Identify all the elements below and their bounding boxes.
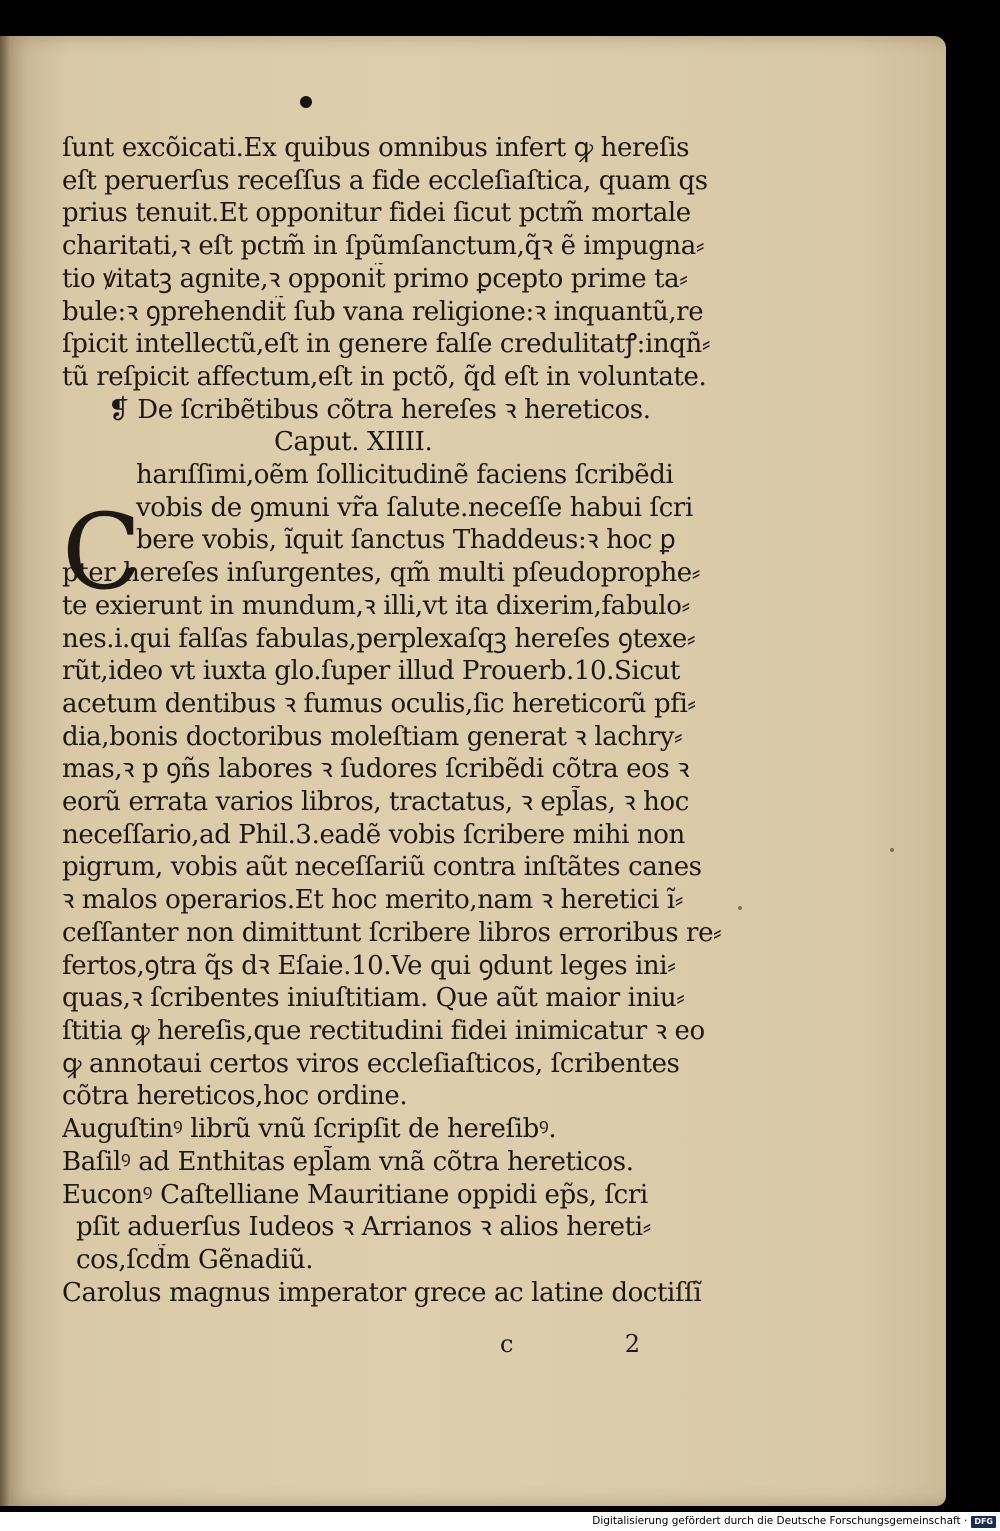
signature-mark — [500, 1330, 640, 1358]
text-line: eorũ errata varios libros, tractatus, ꝛ epl̃as, ꝛ hoc — [62, 787, 689, 818]
signature-number: 2 — [624, 1330, 640, 1358]
text-line: dia,bonis doctoribus moleſtiam generat ꝛ lachry⸗ — [62, 721, 683, 752]
text-line: nes.i.qui falſas fabulas,perplexaſqꝫ hereſes ꝯtexe⸗ — [62, 623, 696, 654]
author-entry: Baſilꝰ ad Enthitas epl̃am vnã cõtra hereticos. — [62, 1146, 634, 1177]
text-line: prius tenuit.Et opponitur fidei ſicut pctm̃ mortale — [62, 198, 691, 229]
text-line: vobis de ꝯmuni vr̃a ſalute.neceſſe habui ſcri — [136, 492, 693, 523]
text-line: neceſſario,ad Phil.3.eadẽ vobis ſcribere mihi non — [62, 819, 685, 850]
chapter-title: ❡ De ſcribẽtibus cõtra hereſes ꝛ hereticos. — [108, 394, 651, 425]
credit-bar — [0, 1512, 1000, 1531]
text-line: charitati,ꝛ eſt pctm̃ in ſpũmſanctum,q̃ꝛ ẽ impugna⸗ — [62, 231, 705, 262]
text-line: ceſſanter non dimittunt ſcribere libros erroribus re⸗ — [62, 917, 722, 948]
funding-credit — [592, 1514, 996, 1529]
text-line: eſt peruerſus receſſus a fide eccleſiaſtica, quam qs — [62, 165, 708, 196]
text-line: tũ reſpicit affectum,eſt in pctõ, q̃d eſt in voluntate. — [62, 361, 707, 392]
credit-text: Digitalisierung gefördert durch die Deutsche Forschungsgemeinschaft · — [592, 1515, 968, 1527]
text-line: ſunt excõicati.Ex quibus omnibus infert ꝙ hereſis — [62, 133, 690, 163]
author-entry: Carolus magnus imperator grece ac latine doctiſſĩ — [62, 1277, 702, 1308]
text-line: ꝙ annotaui certos viros eccleſiaſticos, ſcribentes — [62, 1048, 680, 1079]
chapter-number: Caput. XIIII. — [274, 427, 433, 458]
drop-cap-initial: C — [62, 491, 142, 613]
text-line: acetum dentibus ꝛ fumus oculis,ſic hereticorũ pfi⸗ — [62, 688, 696, 719]
text-line: fertos,ꝯtra q̃s dꝛ Eſaie.10.Ve qui ꝯdunt leges ini⸗ — [62, 950, 676, 981]
author-entry: Auguſtinꝰ librũ vnũ ſcripſit de hereſibꝰ. — [62, 1114, 557, 1145]
page-gutter-shadow — [0, 36, 10, 1506]
text-line: quas,ꝛ ſcribentes iniuſtitiam. Que aũt maior iniu⸗ — [62, 983, 685, 1014]
text-line: tio ꝟitatꝫ agnite,ꝛ opponit̃ primo ꝑcepto prime ta⸗ — [62, 263, 688, 294]
ink-speck — [738, 906, 742, 910]
text-line: pter hereſes inſurgentes, qm̃ multi pſeudoprophe⸗ — [62, 558, 701, 589]
author-entry: Euconꝰ Caſtelliane Mauritiane oppidi ep̃s, ſcri — [62, 1179, 648, 1210]
text-line: cõtra hereticos,hoc ordine. — [62, 1081, 408, 1112]
book-page — [0, 36, 946, 1506]
author-entry-continuation: cos,ſcd̃m Gẽnadiũ. — [76, 1244, 314, 1275]
text-line: bule:ꝛ ꝯprehendit̃ ſub vana religione:ꝛ inquantũ,re — [62, 296, 704, 327]
text-line: ꝛ malos operarios.Et hoc merito,nam ꝛ heretici ĩ⸗ — [62, 885, 683, 916]
main-text — [62, 132, 732, 1309]
author-entry-continuation: pſit aduerſus Iudeos ꝛ Arrianos ꝛ alios hereti⸗ — [76, 1212, 651, 1243]
text-line: rũt,ideo vt iuxta glo.ſuper illud Prouerb.10.Sicut — [62, 656, 680, 687]
ornament-dot — [300, 96, 312, 108]
text-line: mas,ꝛ p ꝯñs labores ꝛ ſudores ſcribẽdi cõtra eos ꝛ — [62, 754, 690, 785]
text-line: harıſſimi,oẽm ſollicitudinẽ faciens ſcribẽdi — [136, 460, 674, 491]
text-line: pigrum, vobis aũt neceſſariũ contra inſtãtes canes — [62, 852, 702, 883]
ink-speck — [890, 848, 894, 852]
dfg-logo-icon: DFG — [971, 1516, 996, 1528]
signature-letter: c — [500, 1330, 514, 1358]
text-line: ſpicit intellectũ,eſt in genere falſe credulitatꝭ:inqñ⸗ — [62, 329, 711, 360]
text-line: bere vobis, ĩquit ſanctus Thaddeus:ꝛ hoc ꝑ — [136, 525, 676, 556]
text-line: te exierunt in mundum,ꝛ illi,vt ita dixerim,fabulo⸗ — [62, 590, 690, 621]
text-line: ſtitia ꝙ hereſis,que rectitudini fidei inimicatur ꝛ eo — [62, 1015, 705, 1046]
